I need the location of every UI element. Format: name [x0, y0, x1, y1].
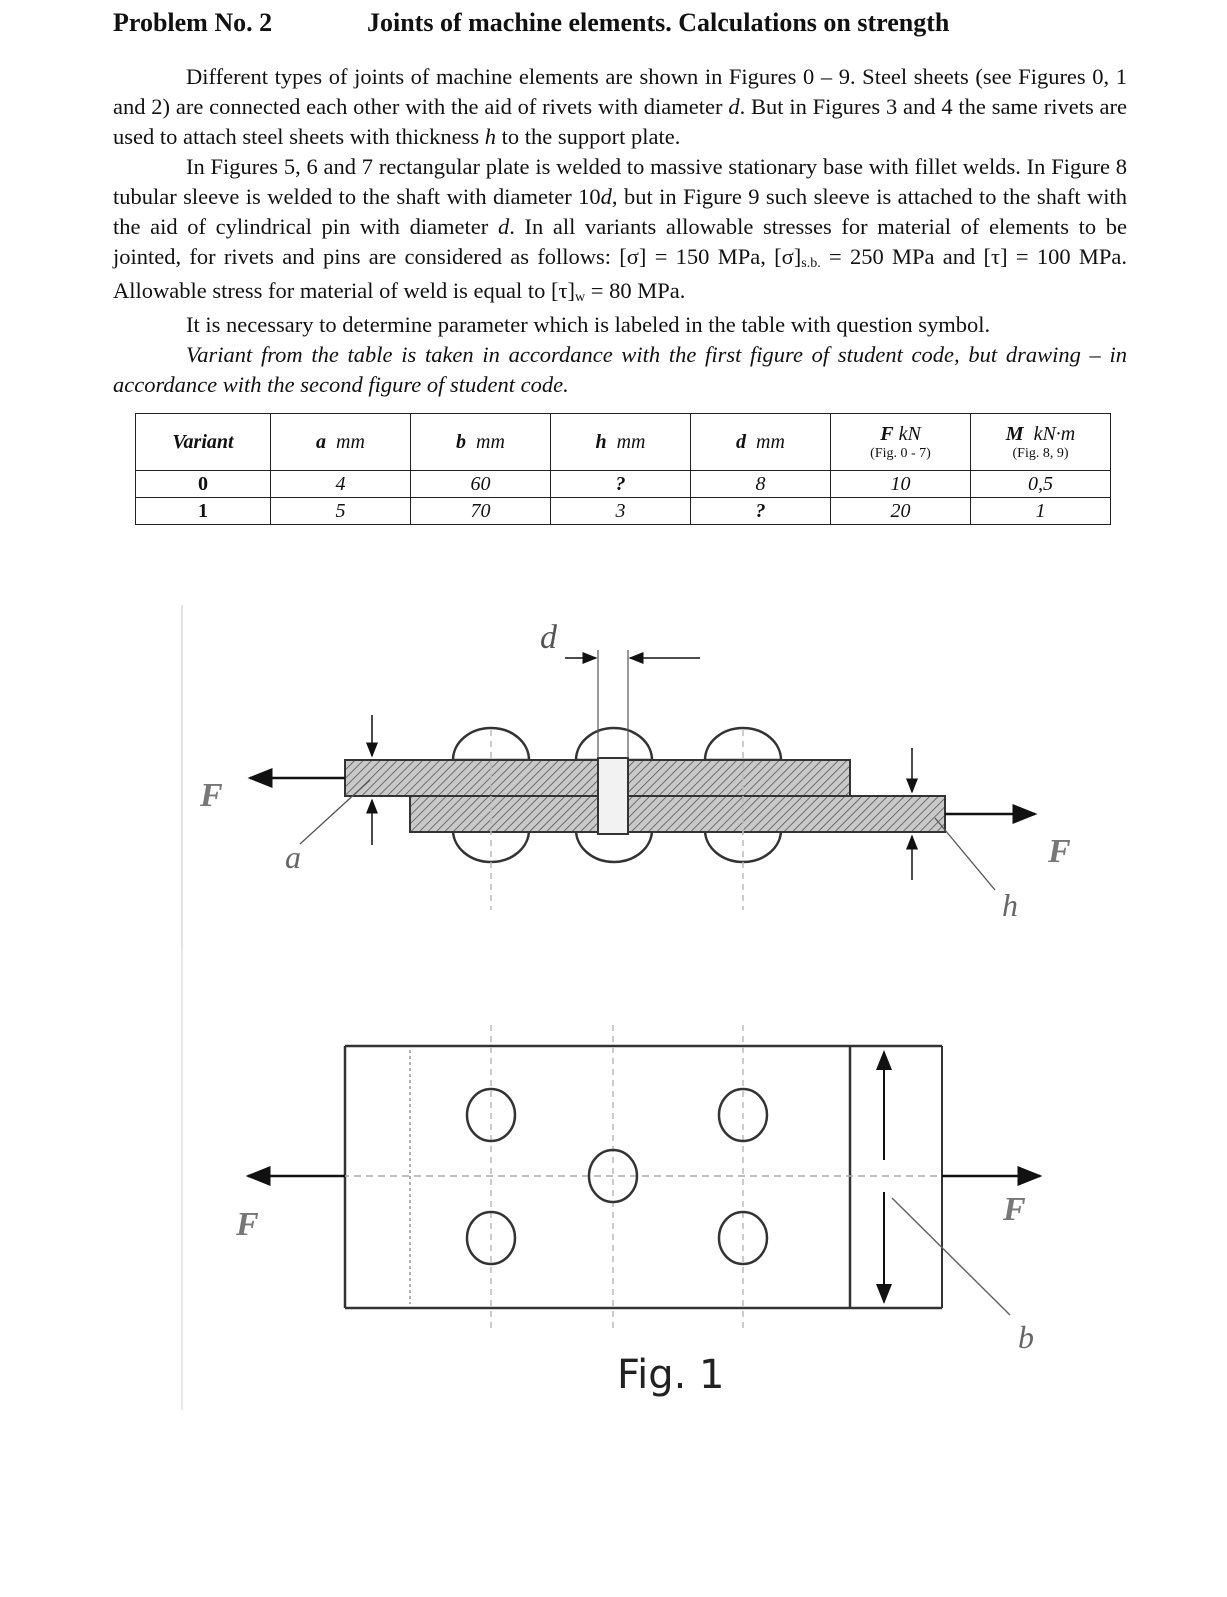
header-a: a mm: [271, 414, 411, 471]
label-d: d: [540, 619, 557, 656]
label-f: F: [200, 777, 223, 814]
header-f: F kN (Fig. 0 - 7): [831, 414, 971, 471]
header-variant: Variant: [136, 414, 271, 471]
side-view: [199, 619, 1071, 923]
label-h: h: [1002, 887, 1018, 923]
label-f: F: [236, 1206, 259, 1243]
label-f: F: [1003, 1191, 1026, 1228]
label-f: F: [1048, 833, 1071, 870]
rivet-shank: [598, 758, 628, 834]
problem-number: Problem No. 2: [113, 8, 273, 37]
figure-caption: Fig. 1: [617, 1352, 725, 1398]
paragraph-3: It is necessary to determine parameter which is labeled in the table with question symbol.: [186, 312, 991, 337]
table-row: 1 5 70 3 ? 20 1: [136, 498, 1111, 525]
problem-title: Joints of machine elements. Calculations on strength: [367, 8, 950, 37]
rivet-head: [576, 728, 652, 760]
label-a: a: [285, 839, 301, 875]
problem-text: [113, 62, 1127, 400]
paragraph-4: Variant from the table is taken in accordance with the first figure of student code, but drawing – in accordance with the second figure of student code.: [113, 342, 1127, 397]
variants-table: [135, 413, 1111, 525]
top-view: [182, 950, 1040, 1410]
label-b: b: [1018, 1319, 1034, 1355]
table-row: 0 4 60 ? 8 10 0,5: [136, 471, 1111, 498]
header-m: M kN·m (Fig. 8, 9): [971, 414, 1111, 471]
table-header-row: [136, 414, 1111, 471]
rivet-joint-figure: [0, 580, 1227, 1410]
paragraph-2: In Figures 5, 6 and 7 rectangular plate is welded to massive stationary base with fillet welds. In Figure 8 tubular sleeve is welded to the shaft with diameter 10d, but in Figure 9 such sleeve is attached to the shaft with the aid of cylindrical pin with diameter d. In all variants allowable stresses for material of elements to be jointed, for rivets and pins are considered as follows: [σ] = 150 MPa, $[\sigma]_{s.b.} = 250$ MPa and [τ] = 100 MPa. Allowable stress for material of weld is equal to $[\tau]_w = 80$ MPa.: [113, 154, 1128, 305]
header-d: d mm: [691, 414, 831, 471]
paragraph-1: Different types of joints of machine elements are shown in Figures 0 – 9. Steel sheets (see Figures 0, 1 and 2) are connected each other with the aid of rivets with diameter d. But in Figures 3 and 4 the same rivets are used to attach steel sheets with thickness h to the support plate.: [113, 64, 1128, 149]
header-b: b mm: [411, 414, 551, 471]
problem-heading: [113, 8, 950, 38]
header-h: h mm: [551, 414, 691, 471]
